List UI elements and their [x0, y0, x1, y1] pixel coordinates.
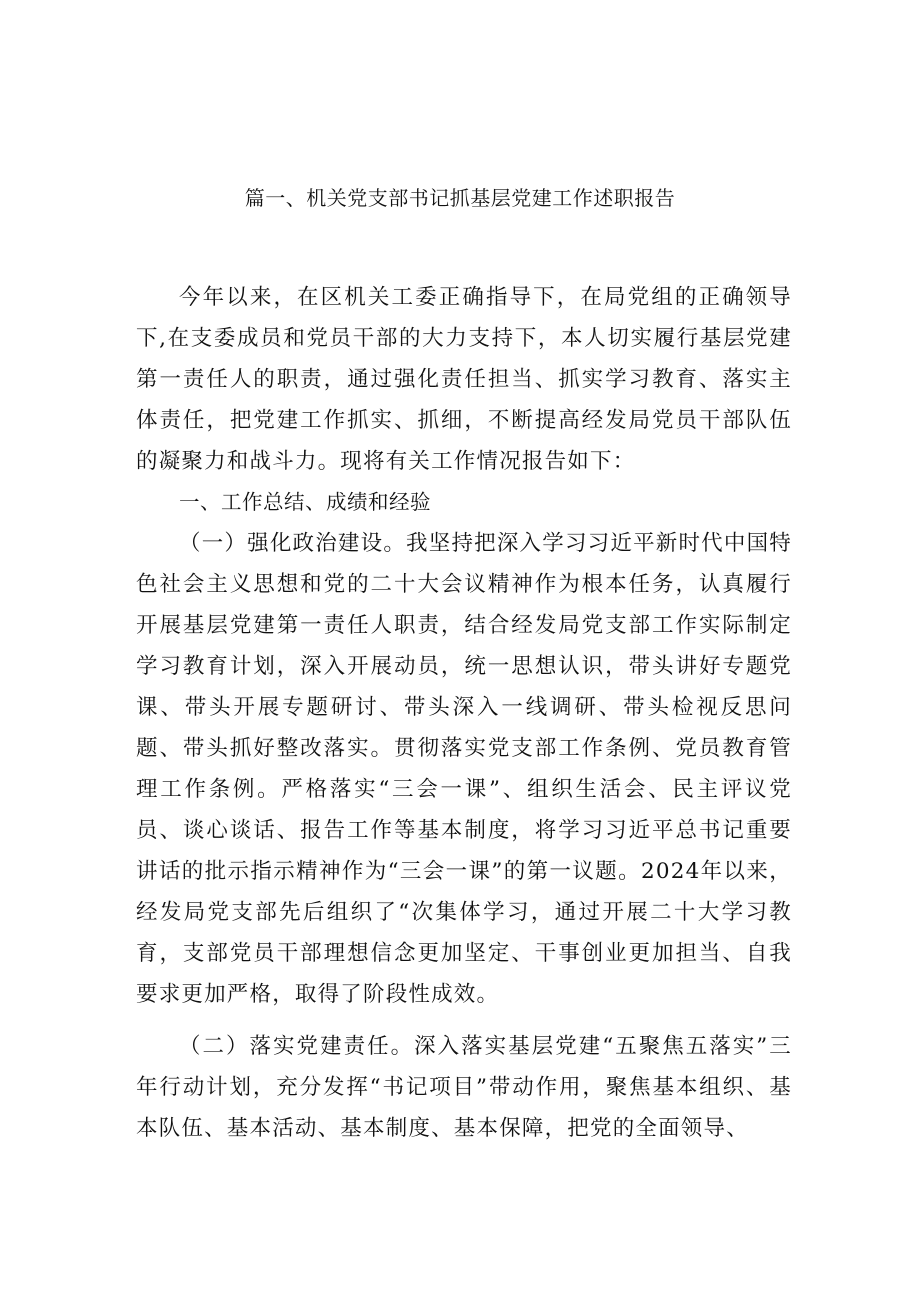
document-body: [136, 277, 792, 1149]
section-heading: 一、工作总结、成绩和经验: [179, 490, 431, 514]
intro-paragraph: 今年以来，在区机关工委正确指导下，在局党组的正确领导下,在支委成员和党员干部的大力支持下，本人切实履行基层党建第一责任人的职责，通过强化责任担当、抓实学习教育、落实主体责任，把党建工作抓实、抓细，不断提高经发局党员干部队伍的凝聚力和战斗力。现将有关工作情况报告如下：: [136, 285, 792, 474]
paragraph-party-responsibility: （二）落实党建责任。深入落实基层党建“五聚焦五落实”三年行动计划，充分发挥“书记项目”带动作用，聚焦基本组织、基本队伍、基本活动、基本制度、基本保障，把党的全面领导、: [136, 1034, 792, 1141]
paragraph-political-building: （一）强化政治建设。我坚持把深入学习习近平新时代中国特色社会主义思想和党的二十大会议精神作为根本任务，认真履行开展基层党建第一责任人职责，结合经发局党支部工作实际制定学习教育计划，深入开展动员，统一思想认识，带头讲好专题党课、带头开展专题研讨、带头深入一线调研、带头检视反思问题、带头抓好整改落实。贯彻落实党支部工作条例、党员教育管理工作条例。严格落实“三会一课”、组织生活会、民主评议党员、谈心谈话、报告工作等基本制度，将学习习近平总书记重要讲话的批示指示精神作为“三会一课”的第一议题。2024年以来，经发局党支部先后组织了“次集体学习，通过开展二十大学习教育，支部党员干部理想信念更加坚定、干事创业更加担当、自我要求更加严格，取得了阶段性成效。: [136, 531, 792, 1007]
document-title: 篇一、机关党支部书记抓基层党建工作述职报告: [244, 186, 676, 210]
